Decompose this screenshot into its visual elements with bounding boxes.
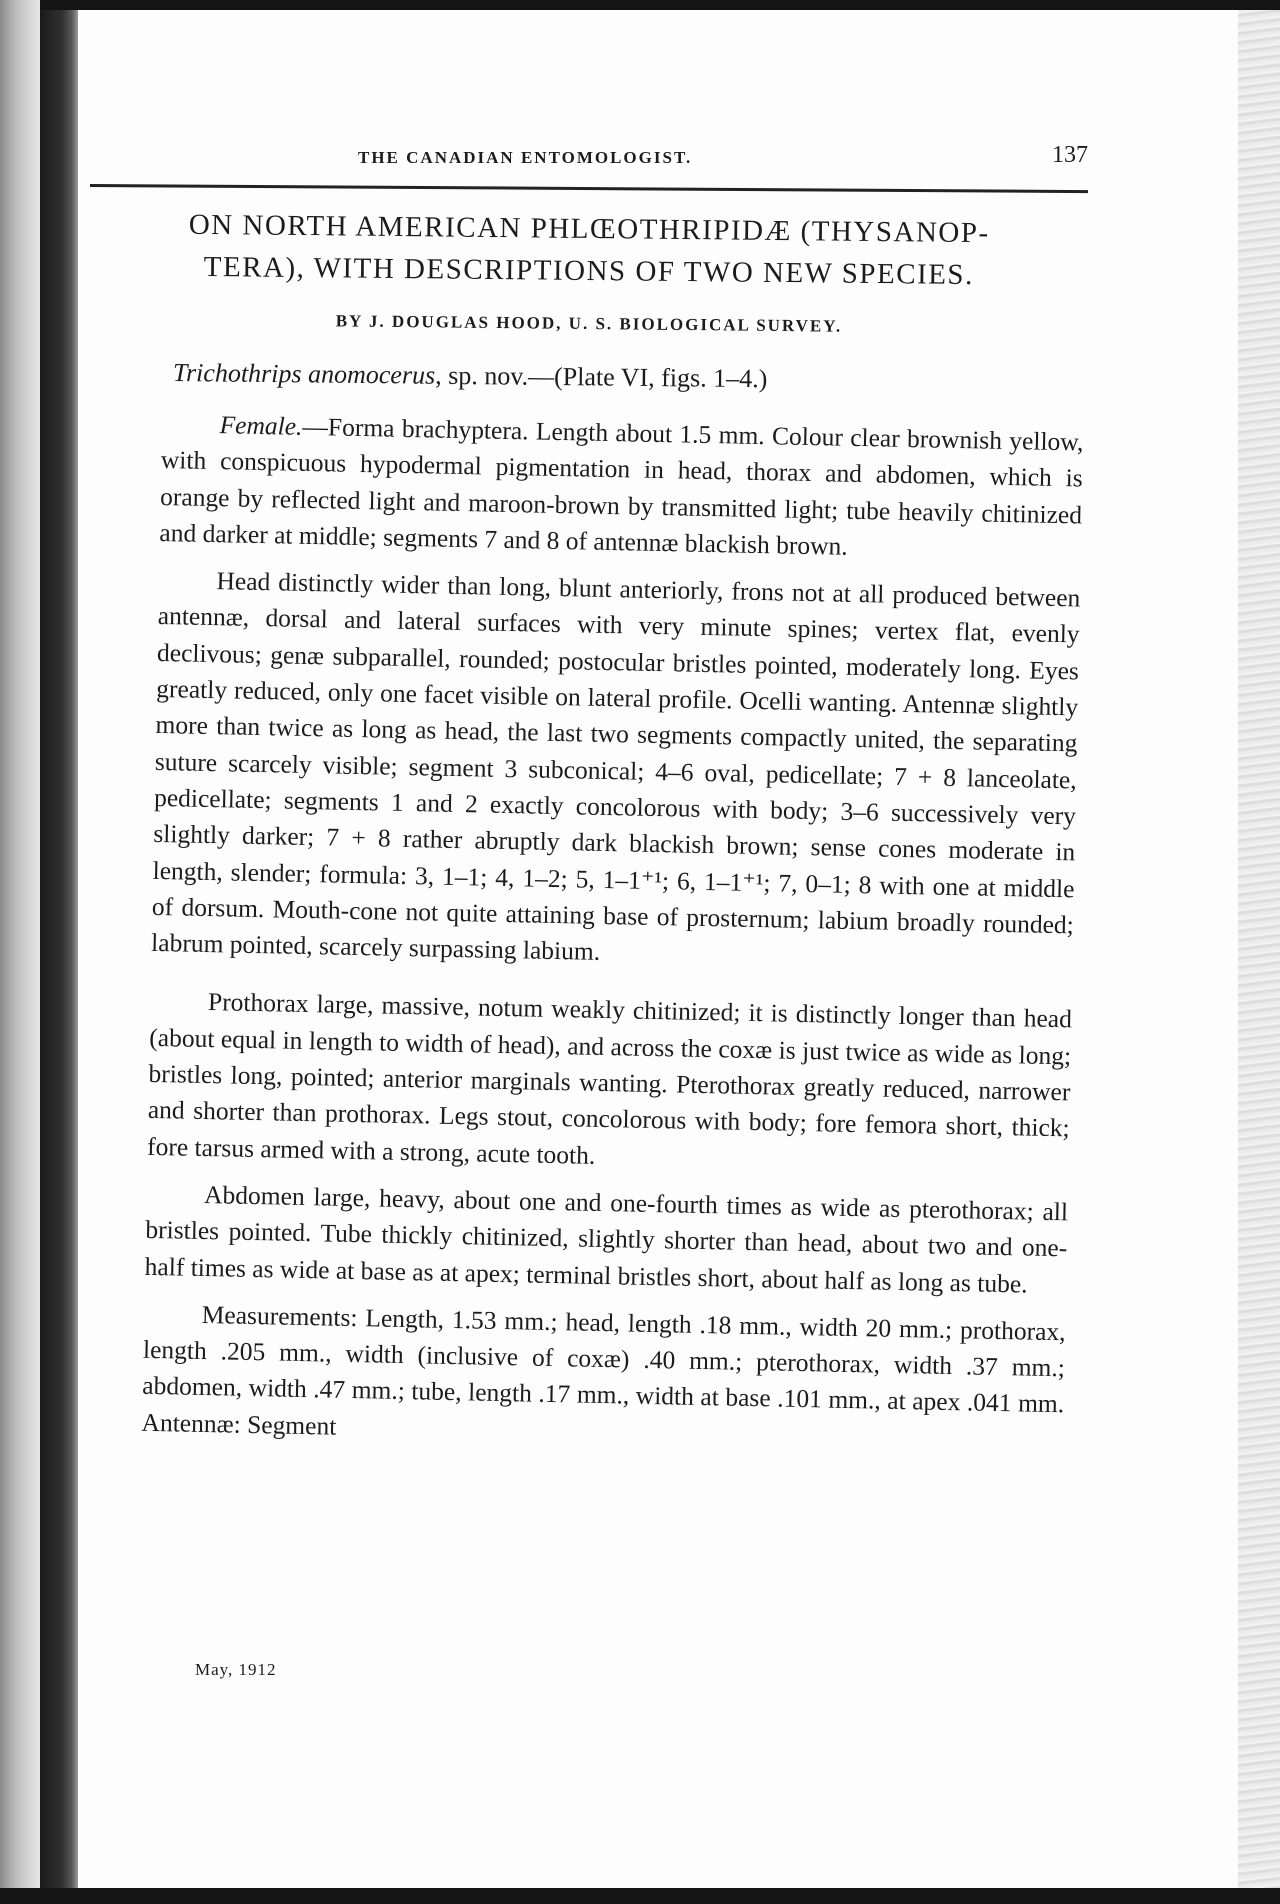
- running-header: [90, 142, 1088, 182]
- paragraph-female: [159, 406, 1084, 570]
- female-description: —Forma brachyptera. Length about 1.5 mm. Colour clear brownish yellow, with conspicuous hypodermal pigmentation in head, thorax and abdomen, which is orange by reflected light and maroon-brown by transmitted light; tube heavily chitinized and darker at middle; segments 7 and 8 of antennæ blackish brown.: [159, 411, 1084, 561]
- paragraph-measurements: Measurements: Length, 1.53 mm.; head, length .18 mm., width 20 mm.; prothorax, length .205 mm., width (inclusive of coxæ) .40 mm.; pterothorax, width .37 mm.; abdomen, width .47 mm.; tube, length .17 mm., width at base .101 mm., at apex .041 mm. Antennæ: Segment: [141, 1299, 1066, 1441]
- article-body: [141, 406, 1084, 1470]
- author-byline: BY J. DOUGLAS HOOD, U. S. BIOLOGICAL SURVEY.: [335, 311, 843, 336]
- article-title-line-1: ON NORTH AMERICAN PHLŒOTHRIPIDÆ (THYSANOP-: [188, 208, 990, 250]
- species-description-suffix: , sp. nov.—(Plate VI, figs. 1–4.): [435, 360, 768, 394]
- paragraph-abdomen: Abdomen large, heavy, about one and one-fourth times as wide as pterothorax; all bristles pointed. Tube thickly chitinized, slightly shorter than head, about two and one-half times as wide at base as at apex; terminal bristles short, about half as long as tube.: [144, 1179, 1069, 1299]
- paragraph-prothorax: Prothorax large, massive, notum weakly chitinized; it is distinctly longer than head (about equal in length to width of head), and across the coxæ is just twice as wide as long; bristles long, pointed; anterior marginals wanting. Pterothorax greatly reduced, narrower and shorter than prothorax. Legs stout, concolorous with body; fore femora short, thick; fore tarsus armed with a strong, acute tooth.: [146, 987, 1073, 1170]
- page-gutter-shadow: [40, 10, 78, 1890]
- scan-bottom-border: [0, 1888, 1280, 1904]
- book-spine-shadow: [0, 0, 40, 1904]
- article-title-line-2: TERA), WITH DESCRIPTIONS OF TWO NEW SPECIES.: [203, 250, 974, 292]
- page-number: 137: [1052, 142, 1088, 168]
- article-title: [90, 203, 1089, 297]
- female-label: Female.: [219, 410, 303, 441]
- species-heading: [173, 358, 768, 394]
- issue-date: May, 1912: [195, 1660, 277, 1679]
- species-name: Trichothrips anomocerus: [172, 358, 436, 390]
- page-stack-edge: [1238, 10, 1280, 1888]
- scan-top-border: [0, 0, 1280, 10]
- journal-running-title: THE CANADIAN ENTOMOLOGIST.: [358, 148, 693, 167]
- paragraph-head: Head distinctly wider than long, blunt anteriorly, frons not at all produced between antennæ, dorsal and lateral surfaces with very minute spines; vertex flat, evenly declivous; genæ subparallel, rounded; postocular bristles pointed, moderately long. Eyes greatly reduced, only one facet visible on lateral profile. Ocelli wanting. Antennæ slightly more than twice as long as head, the last two segments compactly united, the separating suture scarcely visible; segment 3 subconical; 4–6 oval, pedicellate; 7 + 8 lanceolate, pedicellate; segments 1 and 2 exactly concolorous with body; 3–6 successively very slightly darker; 7 + 8 rather abruptly dark blackish brown; sense cones moderate in length, slender; formula: 3, 1–1; 4, 1–2; 5, 1–1⁺¹; 6, 1–1⁺¹; 7, 0–1; 8 with one at middle of dorsum. Mouth-cone not quite attaining base of prosternum; labium broadly rounded; labrum pointed, scarcely surpassing labium.: [150, 566, 1081, 967]
